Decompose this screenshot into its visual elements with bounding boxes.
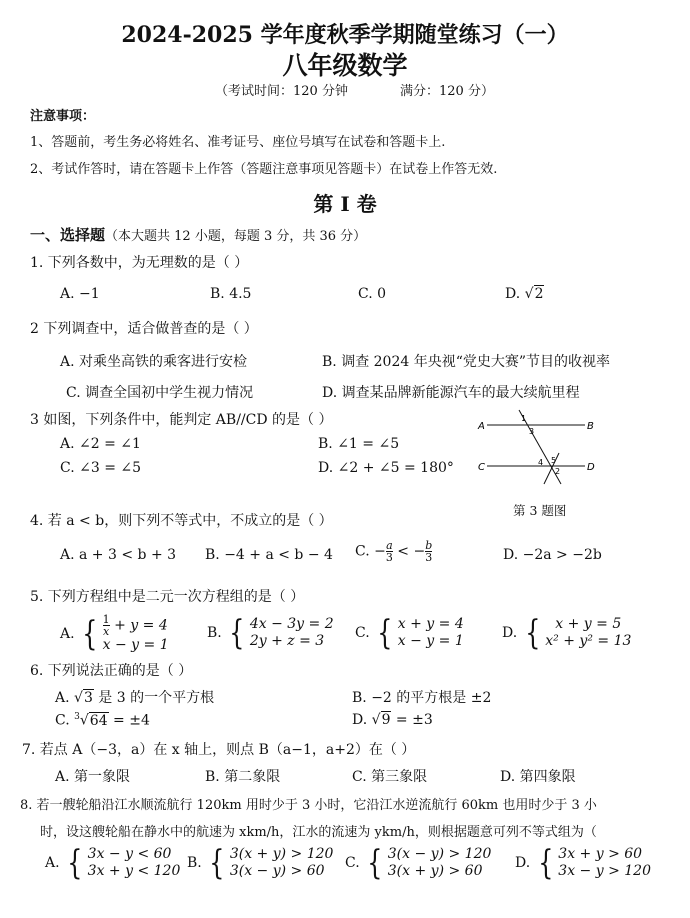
q5-c-eq-1: x + y = 4 [397, 616, 464, 632]
full-score: 满分：120 分） [400, 84, 494, 99]
q3-option-d: D. ∠2 + ∠5 = 180° [318, 460, 454, 476]
q6-option-c-label: C. [55, 712, 75, 729]
q8-stem-line-2: 时，设这艘轮船在静水中的航速为 xkm/h，江水的流速为 ykm/h，则根据题意可列不等式组为（ [40, 825, 597, 840]
q6-d-rest: = ±3 [391, 712, 433, 728]
q4-c-num-1: a [386, 539, 393, 552]
q7-option-c: C. 第三象限 [352, 769, 428, 785]
exam-title: 2024-2025 学年度秋季学期随堂练习（一） [121, 22, 569, 48]
angle-3-label: 3 [529, 427, 535, 436]
q4-option-c-label: C. − [355, 543, 386, 560]
q3-figure [475, 408, 605, 498]
q5-c-eq-2: x − y = 1 [397, 633, 464, 649]
q5-a-frac-num: 1 [102, 613, 110, 626]
q8-d-ineq-1: 3x + y > 60 [558, 846, 643, 862]
q6-option-d-label: D. [352, 712, 372, 728]
q6-option-a: A. √3 是 3 的一个平方根 [55, 690, 215, 706]
notes-heading: 注意事项： [30, 109, 96, 124]
note-item-1: 1、答题前，考生务必将姓名、准考证号、座位号填写在试卷和答题卡上. [30, 135, 446, 150]
q1-option-d-radicand: 2 [534, 286, 544, 302]
q4-c-den-2: 3 [425, 551, 433, 564]
q6-d-radicand: 9 [381, 712, 391, 728]
angle-4-label: 4 [538, 458, 544, 467]
q5-option-c: C. { x + y = 4 x − y = 1 [355, 613, 464, 653]
q5-a-eq-1-rest: + y = 4 [109, 617, 168, 634]
q8-option-a-label: A. [45, 855, 60, 871]
q8-option-d: D. { 3x + y > 60 3x − y > 120 [515, 843, 651, 883]
q7-stem: 7. 若点 A（−3，a）在 x 轴上，则点 B（a−1，a+2）在（ ） [22, 742, 416, 758]
q7-option-d: D. 第四象限 [500, 769, 576, 785]
point-b-label: B [587, 421, 594, 432]
q5-stem: 5. 下列方程组中是二元一次方程组的是（ ） [30, 589, 305, 605]
q2-option-a: A. 对乘坐高铁的乘客进行安检 [60, 354, 248, 370]
q8-option-c-label: C. [345, 855, 360, 871]
q7-option-b: B. 第二象限 [205, 769, 281, 785]
q1-option-a: A. −1 [60, 286, 100, 302]
q2-stem: 2 下列调查中，适合做普查的是（ ） [30, 321, 258, 337]
q8-option-b: B. { 3(x + y) > 120 3(x − y) > 60 [187, 843, 334, 883]
point-d-label: D [587, 462, 595, 473]
q8-option-c: C. { 3(x − y) > 120 3(x + y) > 60 [345, 843, 492, 883]
q8-c-ineq-2: 3(x + y) > 60 [387, 863, 483, 879]
exam-time: （考试时间：120 分钟 [215, 84, 348, 99]
q5-option-b-label: B. [207, 625, 222, 641]
volume-title: 第 I 卷 [313, 192, 377, 216]
q5-d-eq-2: x² + y² = 13 [545, 633, 632, 649]
q5-option-b: B. { 4x − 3y = 2 2y + z = 3 [207, 613, 334, 653]
q6-option-a-label: A. [55, 690, 75, 706]
q5-b-eq-1: 4x − 3y = 2 [249, 616, 334, 632]
q1-option-d-label: D. [505, 286, 525, 302]
q4-stem: 4. 若 a < b，则下列不等式中，不成立的是（ ） [30, 513, 333, 529]
q8-option-b-label: B. [187, 855, 202, 871]
q5-d-eq-1: x + y = 5 [555, 616, 622, 632]
section-heading [30, 224, 366, 245]
q8-a-ineq-1: 3x − y < 60 [87, 846, 172, 862]
q3-figure-caption: 第 3 题图 [513, 503, 567, 518]
q5-a-frac-den: x [103, 625, 110, 638]
q3-option-c: C. ∠3 = ∠5 [60, 460, 142, 476]
q4-option-c [355, 540, 432, 563]
q4-c-den-1: 3 [385, 551, 393, 564]
q4-c-mid: < − [392, 543, 426, 560]
q1-option-d: D. √2 [505, 286, 544, 302]
q5-option-c-label: C. [355, 625, 370, 641]
q8-b-ineq-2: 3(x − y) > 60 [229, 863, 325, 879]
q4-option-a: A. a + 3 < b + 3 [60, 547, 177, 563]
q7-option-a: A. 第一象限 [55, 769, 131, 785]
q6-option-d: D. √9 = ±3 [352, 712, 433, 728]
q6-c-rest: = ±4 [108, 712, 150, 729]
q2-option-c: C. 调查全国初中学生视力情况 [66, 385, 254, 401]
section-title: 一、选择题 [30, 226, 106, 244]
q2-option-b: B. 调查 2024 年央视“党史大赛”节目的收视率 [322, 354, 611, 370]
q8-d-ineq-2: 3x − y > 120 [558, 863, 651, 879]
q1-stem: 1. 下列各数中，为无理数的是（ ） [30, 255, 249, 271]
q4-option-d: D. −2a > −2b [503, 547, 602, 563]
q1-option-c: C. 0 [358, 286, 387, 302]
q5-option-a: A. { $\frac{1}{x}$ + y = 4 x − y = 1 [60, 613, 169, 654]
q3-stem: 3 如图，下列条件中，能判定 AB//CD 的是（ ） [30, 412, 333, 428]
subject-title: 八年级数学 [282, 51, 408, 80]
q8-stem-line-1: 8. 若一艘轮船沿江水顺流航行 120km 用时少于 3 小时，它沿江水逆流航行 60km 也用时少于 3 小 [20, 798, 597, 813]
q5-a-eq-2: x − y = 1 [102, 637, 169, 653]
q5-option-a-label: A. [60, 626, 75, 642]
q5-option-d: D. { x + y = 5 x² + y² = 13 [502, 613, 632, 653]
point-c-label: C [478, 462, 485, 473]
q8-option-a: A. { 3x − y < 60 3x + y < 120 [45, 843, 181, 883]
angle-2-label: 2 [555, 467, 561, 476]
q6-c-root-index: 3 [74, 712, 80, 722]
q8-option-d-label: D. [515, 855, 531, 871]
q8-b-ineq-1: 3(x + y) > 120 [229, 846, 334, 862]
q3-option-b: B. ∠1 = ∠5 [318, 436, 400, 452]
q5-option-d-label: D. [502, 625, 518, 641]
q6-option-c: C. $^3$√64 = ±4 [55, 712, 150, 729]
q6-a-rest: 是 3 的一个平方根 [93, 690, 215, 706]
angle-1-label: 1 [521, 414, 527, 423]
q4-c-num-2: b [425, 539, 433, 552]
q6-c-radicand: 64 [89, 712, 108, 729]
angle-5-label: 5 [551, 456, 557, 465]
q5-b-eq-2: 2y + z = 3 [249, 633, 325, 649]
q3-option-a: A. ∠2 = ∠1 [60, 436, 141, 452]
point-a-label: A [478, 421, 485, 432]
q4-option-b: B. −4 + a < b − 4 [205, 547, 333, 563]
q8-c-ineq-1: 3(x − y) > 120 [387, 846, 492, 862]
note-item-2: 2、考试作答时，请在答题卡上作答（答题注意事项见答题卡）在试卷上作答无效. [30, 162, 498, 177]
q1-option-b: B. 4.5 [210, 286, 252, 302]
q2-option-d: D. 调查某品牌新能源汽车的最大续航里程 [322, 385, 580, 401]
q6-stem: 6. 下列说法正确的是（ ） [30, 663, 193, 679]
section-desc: （本大题共 12 小题，每题 3 分，共 36 分） [105, 229, 367, 244]
q6-a-radicand: 3 [83, 690, 93, 706]
q6-option-b: B. −2 的平方根是 ±2 [352, 690, 492, 706]
q8-a-ineq-2: 3x + y < 120 [87, 863, 181, 879]
